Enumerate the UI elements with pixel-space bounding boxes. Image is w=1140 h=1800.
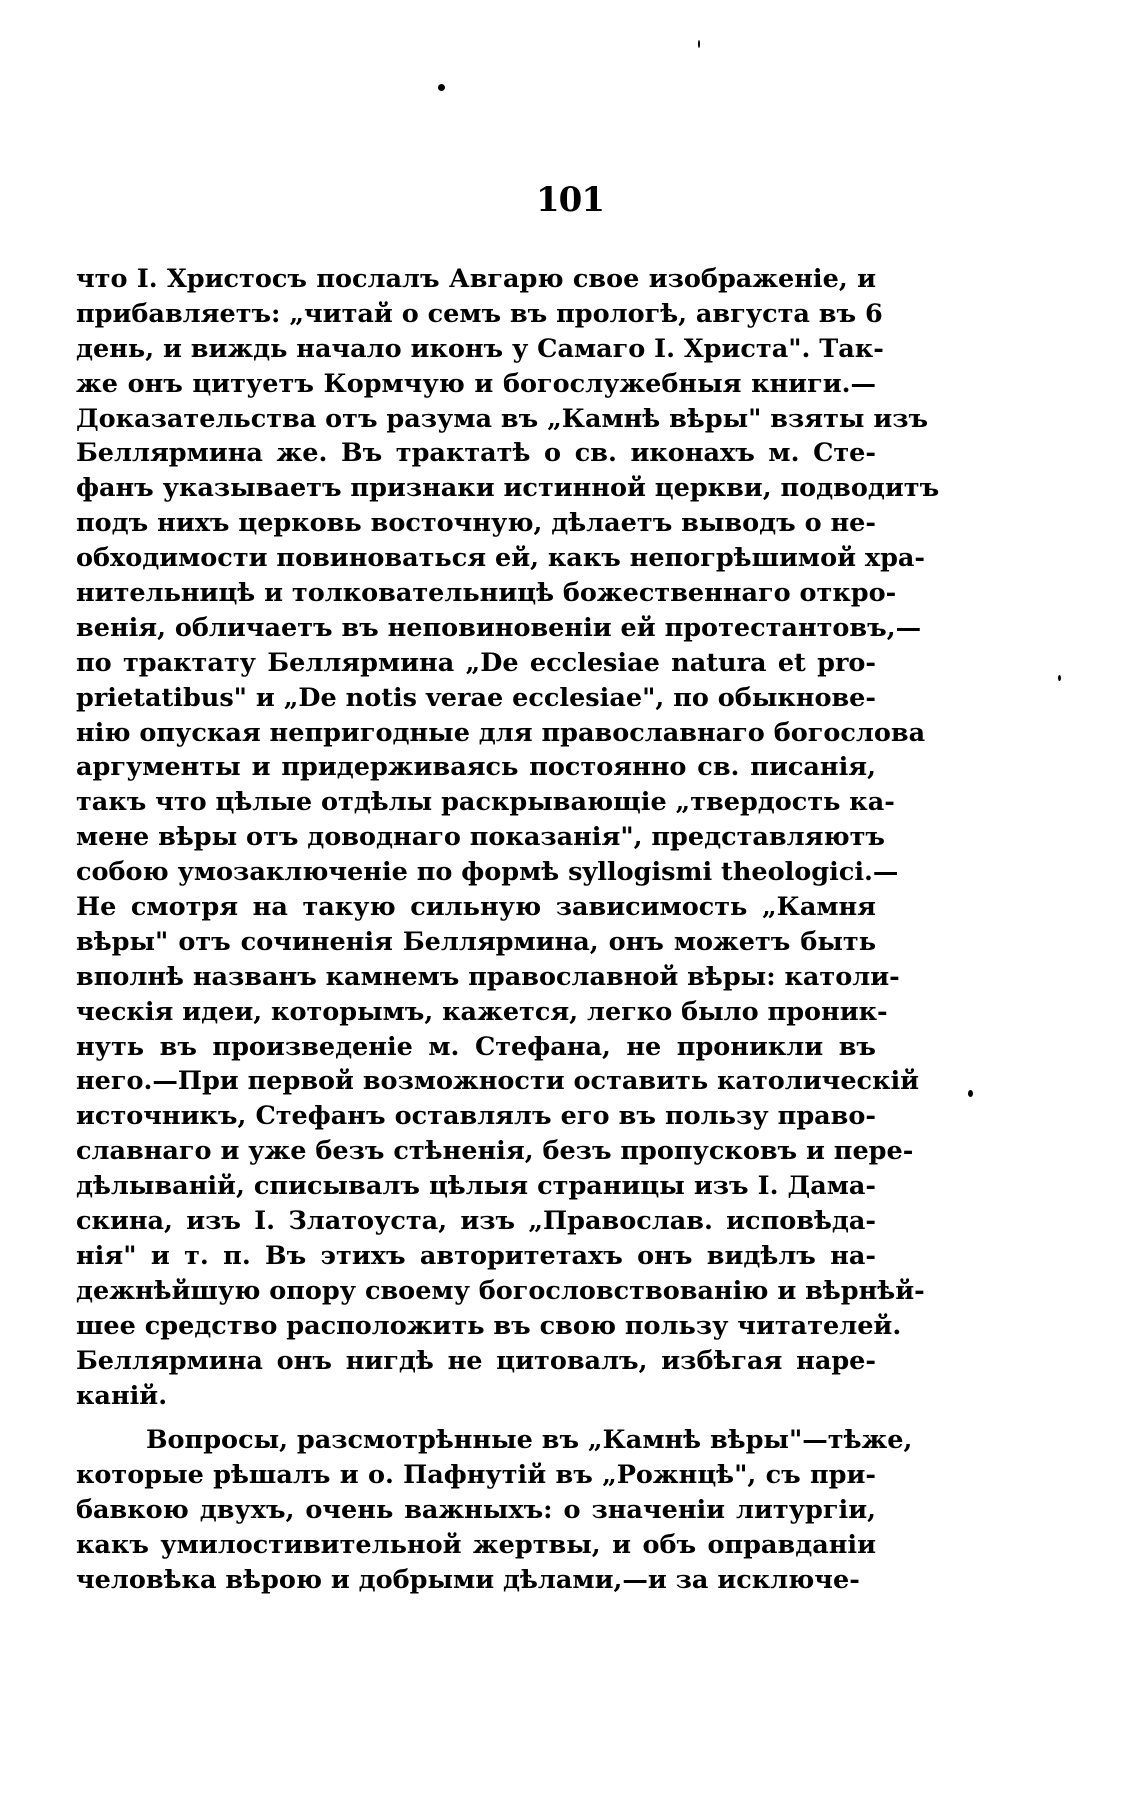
text-line: бавкою двухъ, очень важныхъ: о значенiи литургiи,	[76, 1495, 876, 1526]
text-line: нительницѣ и толковательницѣ божественнаго откро-	[76, 578, 897, 609]
ink-speck	[698, 40, 700, 48]
text-line: фанъ указываетъ признаки истинной церкви, подводитъ	[76, 473, 940, 504]
text-line: него.—При первой возможности оставить католическiй	[76, 1066, 920, 1097]
text-line: Беллярмина онъ нигдѣ не цитовалъ, избѣгая наре-	[76, 1345, 876, 1376]
text-line: Беллярмина же. Въ трактатѣ о св. иконахъ м. Сте-	[76, 438, 876, 469]
text-line: дѣлыванiй, списывалъ цѣлыя страницы изъ I. Дама-	[76, 1171, 876, 1202]
body-text	[76, 262, 940, 1598]
text-line: венiя, обличаетъ въ неповиновенiи ей протестантовъ,—	[76, 612, 922, 643]
text-line: вѣры" отъ сочиненiя Беллярмина, онъ можетъ быть	[76, 926, 876, 957]
text-line: шее средство расположить въ свою пользу читателей.	[76, 1310, 902, 1341]
text-line: скина, изъ I. Златоуста, изъ „Православ. исповѣда-	[76, 1206, 876, 1237]
text-line: такъ что цѣлые отдѣлы раскрывающiе „твердость ка-	[76, 787, 895, 818]
text-line: по трактату Беллярмина „De ecclesiae natura et pro-	[76, 647, 876, 678]
text-line: канiй.	[76, 1380, 168, 1411]
text-line: славнаго и уже безъ стѣненiя, безъ пропусковъ и пере-	[76, 1136, 914, 1167]
text-line: какъ умилостивительной жертвы, и объ оправданiи	[76, 1530, 876, 1561]
text-line: аргументы и придерживаясь постоянно св. писанiя,	[76, 752, 876, 783]
text-line: Доказательства отъ разума въ „Камнѣ вѣры" взяты изъ	[76, 403, 929, 434]
paragraph-gap	[76, 1413, 876, 1423]
text-line: нiя" и т. п. Въ этихъ авторитетахъ онъ видѣлъ на-	[76, 1240, 876, 1271]
text-line: prietatibus" и „De notis verae ecclesiae", по обыкнове-	[76, 682, 876, 713]
text-line: подъ нихъ церковь восточную, дѣлаетъ выводъ о не-	[76, 508, 876, 539]
text-line: вполнѣ названъ камнемъ православной вѣры: католи-	[76, 961, 900, 992]
text-line: что I. Христосъ послалъ Авгарю свое изображенiе, и	[76, 264, 876, 294]
text-line: день, и виждь начало иконъ у Самаго I. Христа". Так-	[76, 333, 884, 364]
text-line: нiю опуская непригодные для православнаго богослова	[76, 717, 926, 748]
text-line: человѣка вѣрою и добрыми дѣлами,—и за исключе-	[76, 1564, 860, 1595]
text-line: обходимости повиноваться ей, какъ непогрѣшимой хра-	[76, 543, 926, 574]
ink-speck	[968, 1090, 973, 1097]
text-line: Вопросы, разсмотрѣнные въ „Камнѣ вѣры"—тѣже,	[146, 1425, 913, 1456]
text-line: которые рѣшалъ и о. Пафнутiй въ „Рожнцѣ", съ при-	[76, 1460, 876, 1491]
text-line: мене вѣры отъ доводнаго показанiя", представляютъ	[76, 822, 885, 853]
text-line: собою умозаключенiе по формѣ syllogismi theologici.—	[76, 857, 899, 888]
ink-speck	[438, 84, 445, 91]
text-line: источникъ, Стефанъ оставлялъ его въ пользу право-	[76, 1101, 876, 1132]
ink-speck	[1058, 675, 1061, 681]
text-line: же онъ цитуетъ Кормчую и богослужебныя книги.—	[76, 368, 876, 399]
text-line: дежнѣйшую опору своему богословствованiю и вѣрнѣй-	[76, 1275, 925, 1306]
page-number: 101	[536, 180, 604, 220]
text-line: прибавляетъ: „читай о семъ въ прологѣ, августа въ 6	[76, 298, 883, 329]
paragraph	[76, 1423, 913, 1597]
text-line: нуть въ произведенiе м. Стефана, не проникли въ	[76, 1031, 876, 1062]
paragraph	[76, 262, 940, 1413]
text-line: Не смотря на такую сильную зависимость „Камня	[76, 892, 876, 923]
text-line: ческiя идеи, которымъ, кажется, легко было проник-	[76, 996, 888, 1027]
